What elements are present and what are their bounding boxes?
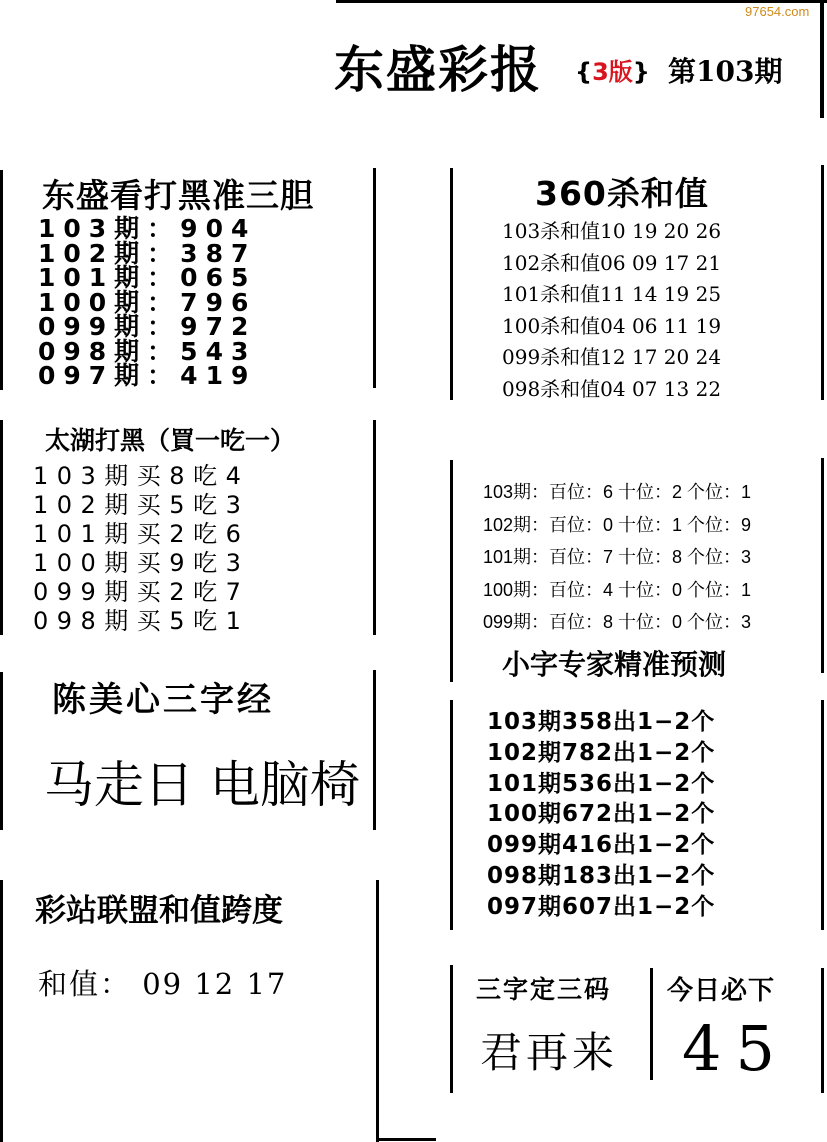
bottom-border (376, 1138, 436, 1141)
three-word-title: 三字定三码 (476, 975, 612, 1004)
list-item: 098期买5吃1 (33, 607, 250, 635)
taihu-list (33, 462, 249, 636)
expert-list (487, 707, 715, 923)
right-edge-border (821, 458, 824, 673)
list-item: 099期买2吃7 (33, 578, 250, 606)
list-item: 102期782出1−2个 (487, 739, 716, 766)
header-right-border (820, 0, 824, 118)
newspaper-title: 东盛彩报 (334, 41, 542, 99)
right-col-border (450, 700, 453, 930)
list-item: 101期：065 (38, 263, 257, 292)
list-item: 103期358出1−2个 (487, 709, 716, 735)
list-item: 099期：百位：8 十位：0 个位：3 (483, 612, 752, 632)
list-item: 102期：387 (38, 238, 257, 268)
list-item: 098期：543 (38, 336, 257, 366)
list-item: 101期：百位：7 十位：8 个位：3 (483, 547, 752, 567)
expert-title: 小字专家精准预测 (502, 648, 727, 681)
list-item: 101杀和值11 14 19 25 (502, 282, 722, 307)
alliance-title: 彩站联盟和值跨度 (35, 893, 283, 929)
right-edge-border (821, 165, 824, 400)
chen-title: 陈美心三字经 (52, 680, 274, 720)
dongsheng-title: 东盛看打黑准三胆 (42, 176, 314, 215)
list-item: 103杀和值10 19 20 26 (502, 219, 722, 243)
list-item: 098杀和值04 07 13 22 (502, 376, 722, 401)
column-divider (376, 880, 379, 1142)
list-item: 101期买2吃6 (33, 520, 250, 548)
left-border (0, 170, 3, 390)
edition-label (575, 52, 650, 87)
dongsheng-list (38, 214, 257, 390)
edition-number: 3版 (592, 58, 633, 86)
left-border (0, 880, 3, 1142)
right-col-border (450, 168, 453, 400)
positions-list (483, 476, 751, 639)
column-divider (373, 420, 376, 635)
list-item: 099期：972 (38, 312, 257, 341)
kill-sum-list (502, 216, 721, 406)
list-item: 099杀和值12 17 20 24 (502, 345, 722, 370)
box-divider (650, 968, 653, 1080)
column-divider (373, 168, 376, 388)
header-top-border (336, 0, 827, 3)
list-item: 102杀和值06 09 17 21 (502, 250, 722, 275)
right-col-border (450, 965, 453, 1093)
right-edge-border (821, 700, 824, 930)
issue-number: 第103期 (668, 55, 783, 88)
list-item: 102期：百位：0 十位：1 个位：9 (483, 514, 752, 535)
right-edge-border (821, 968, 824, 1093)
alliance-text: 和值： 09 12 17 (38, 967, 288, 1001)
kill-sum-title: 360杀和值 (535, 174, 709, 213)
list-item: 099期416出1−2个 (487, 832, 716, 859)
list-item: 100期：796 (38, 287, 257, 317)
today-title: 今日必下 (667, 976, 776, 1006)
list-item: 102期买5吃3 (33, 491, 250, 519)
edition-brace-close: } (632, 58, 650, 86)
list-item: 103期：百位：6 十位：2 个位：1 (483, 482, 752, 502)
taihu-title: 太湖打黑（買一吃一） (45, 426, 296, 455)
three-word-text: 君再来 (480, 1028, 619, 1077)
left-border (0, 420, 3, 635)
list-item: 100期672出1−2个 (487, 801, 716, 828)
edition-brace-open: { (575, 58, 593, 86)
today-number: 45 (682, 1012, 789, 1085)
list-item: 100杀和值04 06 11 19 (502, 313, 722, 338)
list-item: 103期买8吃4 (33, 462, 250, 490)
list-item: 097期：419 (38, 361, 257, 390)
right-col-border (450, 460, 453, 682)
watermark: 97654.com (745, 4, 810, 19)
list-item: 100期买9吃3 (33, 549, 250, 577)
list-item: 098期183出1−2个 (487, 862, 716, 889)
column-divider (373, 670, 376, 830)
list-item: 101期536出1−2个 (487, 770, 716, 797)
list-item: 100期：百位：4 十位：0 个位：1 (483, 579, 752, 600)
left-border (0, 672, 3, 830)
list-item: 097期607出1−2个 (487, 893, 716, 920)
list-item: 103期：904 (38, 214, 257, 243)
chen-text: 马走日 电脑椅 (44, 756, 360, 814)
